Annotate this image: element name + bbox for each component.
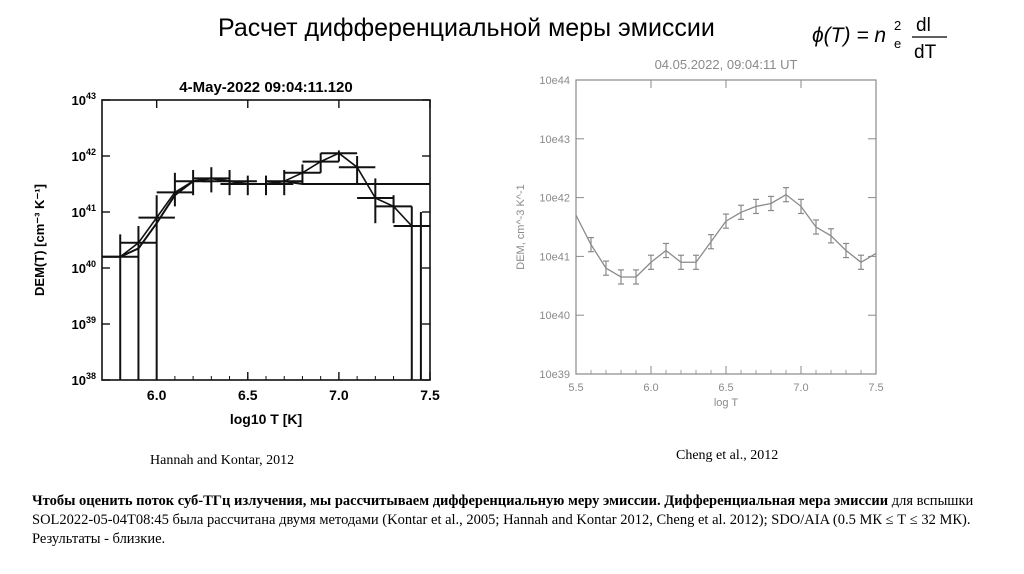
formula-superscript: 2 xyxy=(894,18,902,33)
x-tick-label: 7.5 xyxy=(420,387,440,403)
x-tick-label: 7.0 xyxy=(793,382,809,394)
y-tick-exponent: 38 xyxy=(85,371,96,381)
left-chart-caption: Hannah and Kontar, 2012 xyxy=(150,453,295,468)
y-tick-label: 10e41 xyxy=(539,251,570,264)
y-tick-exponent: 43 xyxy=(85,91,96,101)
x-tick-label: 7.5 xyxy=(868,382,884,394)
y-tick-label: $10^{41}$ xyxy=(71,203,96,220)
y-tick-exponent: 39 xyxy=(85,315,96,325)
body-regular-text: для вспышки SOL2022-05-04T08:45 была рассчитана двумя методами (Kontar et al., 2005; Hannah and Kontar 2012, Cheng et al. 2012); SDO/AIA (0.5 МК ≤ Т ≤ 32 МК). Результаты - близкие. xyxy=(32,493,974,547)
body-bold-text: Чтобы оценить поток суб-ТГц излучения, мы рассчитываем дифференциальную меру эмиссии. Дифференциальная мера эмиссии xyxy=(32,493,889,509)
y-tick-exponent: 41 xyxy=(85,203,96,213)
y-tick-label: 10e44 xyxy=(539,75,570,87)
left-y-axis-label: DEM(T) [cm⁻³ K⁻¹] xyxy=(32,184,47,296)
x-tick-label: 6.0 xyxy=(146,387,167,403)
right-chart-title: 04.05.2022, 09:04:11 UT xyxy=(654,57,798,72)
y-tick-label: 10e42 xyxy=(539,192,570,205)
left-chart-title: 4-May-2022 09:04:11.120 xyxy=(179,79,353,96)
right-y-axis-label: DEM, cm^-3 K^-1 xyxy=(515,184,527,270)
x-tick-label: 5.5 xyxy=(568,382,584,394)
y-tick-label: $10^{42}$ xyxy=(71,147,96,164)
y-tick-label: 10e40 xyxy=(539,310,570,323)
formula-lhs: ϕ(T) = n xyxy=(812,24,887,47)
body-paragraph xyxy=(32,492,992,549)
formula-denominator: dT xyxy=(914,42,937,63)
y-tick-label: $10^{43}$ xyxy=(71,91,96,108)
right-x-axis-label: log T xyxy=(713,397,739,409)
formula-numerator: dl xyxy=(916,15,931,36)
y-tick-label: $10^{40}$ xyxy=(71,259,96,276)
x-tick-label: 6.0 xyxy=(643,382,659,394)
x-tick-label: 6.5 xyxy=(238,387,258,403)
left-x-axis-label: log10 T [K] xyxy=(229,411,303,427)
slide-title: Расчет дифференциальной меры эмиссии xyxy=(218,14,715,42)
x-tick-label: 6.5 xyxy=(718,382,734,394)
right-dem-chart xyxy=(500,48,900,416)
y-tick-label: $10^{39}$ xyxy=(71,315,96,332)
y-tick-label: $10^{38}$ xyxy=(71,371,96,388)
y-tick-exponent: 42 xyxy=(85,147,96,157)
right-chart-caption: Cheng et al., 2012 xyxy=(676,448,779,463)
y-tick-exponent: 40 xyxy=(85,259,96,269)
left-plot-frame xyxy=(102,100,430,380)
left-dem-chart xyxy=(28,74,458,434)
x-tick-label: 7.0 xyxy=(329,387,349,403)
y-tick-label: 10e43 xyxy=(539,133,570,146)
y-tick-label: 10e39 xyxy=(539,369,570,381)
formula-subscript: e xyxy=(894,36,902,51)
